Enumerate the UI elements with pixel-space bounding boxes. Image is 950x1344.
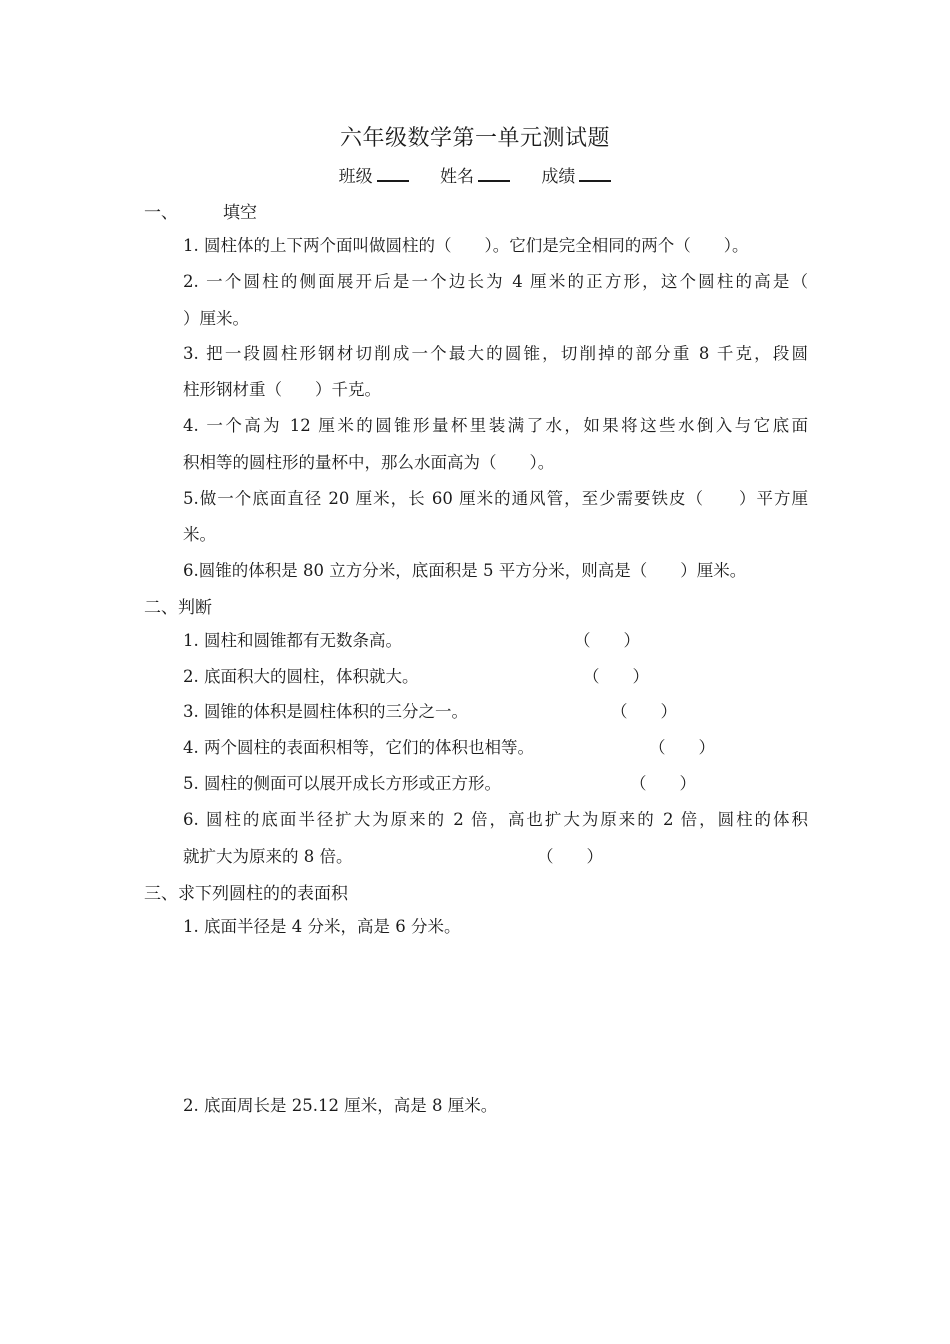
section-1-number: 一、 <box>144 203 178 223</box>
fill-question-5-line-1: 5.做一个底面直径 20 厘米，长 60 厘米的通风管，至少需要铁皮（ ）平方厘 <box>183 489 808 508</box>
fill-question-4-line-2: 积相等的圆柱形的量杯中，那么水面高为（ ）。 <box>183 453 555 472</box>
judge-question-2: 2. 底面积大的圆柱，体积就大。 <box>183 667 419 686</box>
class-blank <box>377 166 409 182</box>
judge-answer-1: （ ） <box>574 631 640 650</box>
judge-question-3: 3. 圆锥的体积是圆柱体积的三分之一。 <box>183 702 468 721</box>
student-info-row <box>0 162 950 187</box>
score-blank <box>579 166 611 182</box>
section-3-heading: 三、求下列圆柱的的表面积 <box>144 884 348 904</box>
judge-question-5: 5. 圆柱的侧面可以展开成长方形或正方形。 <box>183 774 501 793</box>
fill-question-2-line-2: ）厘米。 <box>183 309 249 328</box>
class-field <box>339 162 409 187</box>
fill-question-6: 6.圆锥的体积是 80 立方分米，底面积是 5 平方分米，则高是（ ）厘米。 <box>183 561 747 580</box>
page-title: 六年级数学第一单元测试题 <box>339 126 610 151</box>
surface-question-1: 1. 底面半径是 4 分米，高是 6 分米。 <box>183 917 461 936</box>
fill-question-4-line-1: 4. 一个高为 12 厘米的圆锥形量杯里装满了水，如果将这些水倒入与它底面 <box>183 416 808 435</box>
judge-question-6-line-2: 就扩大为原来的 8 倍。 <box>183 847 353 866</box>
judge-answer-4: （ ） <box>649 738 715 757</box>
fill-question-3-line-2: 柱形钢材重（ ）千克。 <box>183 380 381 399</box>
fill-question-2-line-1: 2. 一个圆柱的侧面展开后是一个边长为 4 厘米的正方形，这个圆柱的高是（ <box>183 272 808 291</box>
name-label: 姓名 <box>440 167 474 187</box>
score-field <box>541 162 611 187</box>
name-field <box>440 162 510 187</box>
section-1-heading <box>144 198 257 223</box>
score-label: 成绩 <box>541 167 576 187</box>
fill-question-1: 1. 圆柱体的上下两个面叫做圆柱的（ ）。它们是完全相同的两个（ ）。 <box>183 236 749 255</box>
judge-answer-6: （ ） <box>537 847 603 866</box>
section-2-heading: 二、判断 <box>144 598 212 618</box>
fill-question-3-line-1: 3. 把一段圆柱形钢材切削成一个最大的圆锥，切削掉的部分重 8 千克，段圆 <box>183 344 808 363</box>
name-blank <box>478 166 510 182</box>
section-1-title: 填空 <box>223 203 257 223</box>
judge-question-6-line-1: 6. 圆柱的底面半径扩大为原来的 2 倍，高也扩大为原来的 2 倍，圆柱的体积 <box>183 810 808 829</box>
judge-question-4: 4. 两个圆柱的表面积相等，它们的体积也相等。 <box>183 738 534 757</box>
judge-answer-2: （ ） <box>583 667 649 686</box>
judge-answer-5: （ ） <box>630 774 696 793</box>
judge-answer-3: （ ） <box>611 702 677 721</box>
fill-question-5-line-2: 米。 <box>183 525 216 544</box>
class-label: 班级 <box>338 167 373 187</box>
judge-question-1: 1. 圆柱和圆锥都有无数条高。 <box>183 631 402 650</box>
surface-question-2: 2. 底面周长是 25.12 厘米，高是 8 厘米。 <box>183 1096 498 1115</box>
